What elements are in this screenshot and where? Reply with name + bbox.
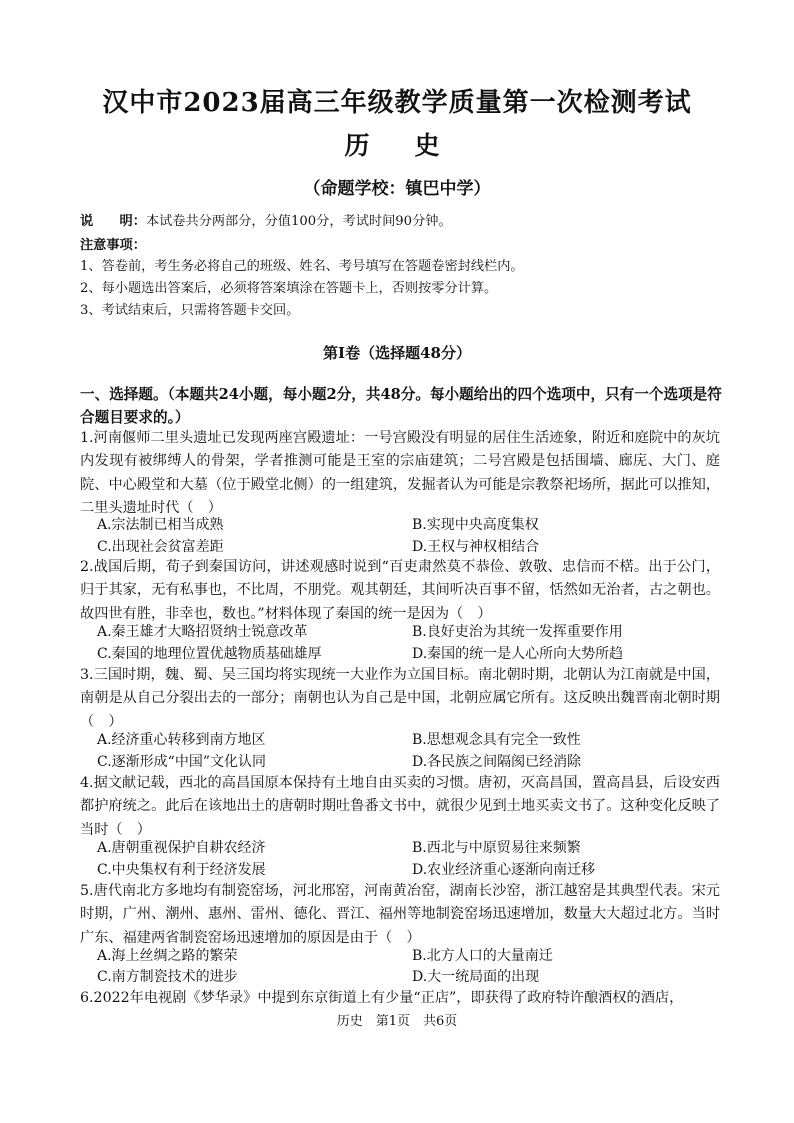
question-5-option-d: D.大一统局面的出现 — [412, 969, 540, 985]
question-3-stem: 3.三国时期，魏、蜀、吴三国均将实现统一大业作为立国目标。南北朝时期，北朝认为江南就是中国，南朝是从自己分裂出去的一部分；南朝也认为自己是中国，北朝应属它所有。这反映出魏晋南北朝时期（ ） — [80, 667, 720, 730]
question-5-option-a: A.海上丝绸之路的繁荣 — [97, 948, 238, 964]
question-2-option-d: D.秦国的统一是人心所向大势所趋 — [412, 646, 624, 662]
question-1-stem: 1.河南偃师二里头遗址已发现两座宫殿遗址：一号宫殿没有明显的居住生活迹象，附近和庭院中的灰坑内发现有被绑缚人的骨架，学者推测可能是王室的宗庙建筑；二号宫殿是包括围墙、廊庑、大门、庭院、中心殿堂和大墓（位于殿堂北侧）的一组建筑，发掘者认为可能是宗教祭祀场所，据此可以推知，二里头遗址时代（ ） — [80, 430, 720, 517]
question-2-stem: 2.战国后期，荀子到秦国访问，讲述观感时说到“百吏肃然莫不恭俭、敦敬、忠信而不楛。出于公门，归于其家，无有私事也，不比周，不朋党。观其朝廷，其间听决百事不留，恬然如无治者，古之朝也。故四世有胜，非幸也，数也。”材料体现了秦国的统一是因为（ ） — [80, 559, 720, 622]
instructions-label: 说 明： — [80, 214, 146, 229]
attention-label: 注意事项： — [80, 238, 146, 253]
question-3-option-d: D.各民族之间隔阂已经消除 — [412, 754, 582, 770]
question-2-option-c: C.秦国的地理位置优越物质基础雄厚 — [97, 646, 322, 662]
attention-item-1: 1、答卷前，考生务必将自己的班级、姓名、考号填写在答题卷密封线栏内。 — [80, 259, 524, 274]
question-4-option-c: C.中央集权有利于经济发展 — [97, 862, 266, 878]
section-title: 第Ⅰ卷（选择题48分） — [323, 344, 471, 362]
question-5-option-b: B.北方人口的大量南迁 — [412, 948, 553, 964]
question-5-stem: 5.唐代南北方多地均有制瓷窑场，河北邢窑，河南黄冶窑，湖南长沙窑，浙江越窑是其典型代表。宋元时期，广州、潮州、惠州、雷州、德化、晋江、福州等地制瓷窑场迅速增加，数量大大超过北方。当时广东、福建两省制瓷窑场迅速增加的原因是由于（ ） — [80, 883, 720, 946]
question-1-option-a: A.宗法制已相当成熟 — [97, 517, 224, 533]
subject-title: 历 史 — [344, 131, 450, 160]
question-2-option-a: A.秦王雄才大略招贤纳士锐意改革 — [97, 624, 308, 640]
question-2-option-b: B.良好吏治为其统一发挥重要作用 — [412, 624, 623, 640]
page-footer: 历史 第1页 共6页 — [336, 1014, 458, 1029]
instructions-text: 本试卷共分两部分，分值100分，考试时间90分钟。 — [145, 214, 452, 229]
instructions-line — [80, 212, 452, 232]
question-3-option-c: C.逐渐形成“中国”文化认同 — [97, 754, 266, 770]
question-4-option-a: A.唐朝重视保护自耕农经济 — [97, 840, 266, 856]
attention-item-2: 2、每小题选出答案后，必须将答案填涂在答题卡上，否则按零分计算。 — [80, 281, 498, 296]
question-3-option-b: B.思想观念具有完全一致性 — [412, 732, 581, 748]
question-3-option-a: A.经济重心转移到南方地区 — [97, 732, 266, 748]
question-4-option-d: D.农业经济重心逐渐向南迁移 — [412, 862, 596, 878]
question-5-option-c: C.南方制瓷技术的进步 — [97, 969, 238, 985]
question-1-option-b: B.实现中央高度集权 — [412, 517, 539, 533]
question-4-option-b: B.西北与中原贸易往来频繁 — [412, 840, 581, 856]
part-heading: 一、选择题。（本题共24小题，每小题2分，共48分。每小题给出的四个选项中，只有一个选项是符合题目要求的。） — [80, 386, 722, 426]
question-6-stem: 6.2022年电视剧《梦华录》中提到东京街道上有少量“正店”，即获得了政府特许酿酒权的酒店， — [80, 990, 684, 1006]
question-1-option-d: D.王权与神权相结合 — [412, 539, 540, 555]
school-note: （命题学校：镇巴中学） — [303, 179, 491, 199]
question-1-option-c: C.出现社会贫富差距 — [97, 539, 224, 555]
question-4-stem: 4.据文献记载，西北的高昌国原本保持有土地自由买卖的习惯。唐初，灭高昌国，置高昌县，后设安西都护府统之。此后在该地出土的唐朝时期吐鲁番文书中，就很少见到土地买卖文书了。这种变化反映了当时（ ） — [80, 775, 720, 838]
exam-title: 汉中市2023届高三年级教学质量第一次检测考试 — [102, 88, 692, 118]
attention-item-3: 3、考试结束后，只需将答题卡交回。 — [80, 303, 300, 318]
